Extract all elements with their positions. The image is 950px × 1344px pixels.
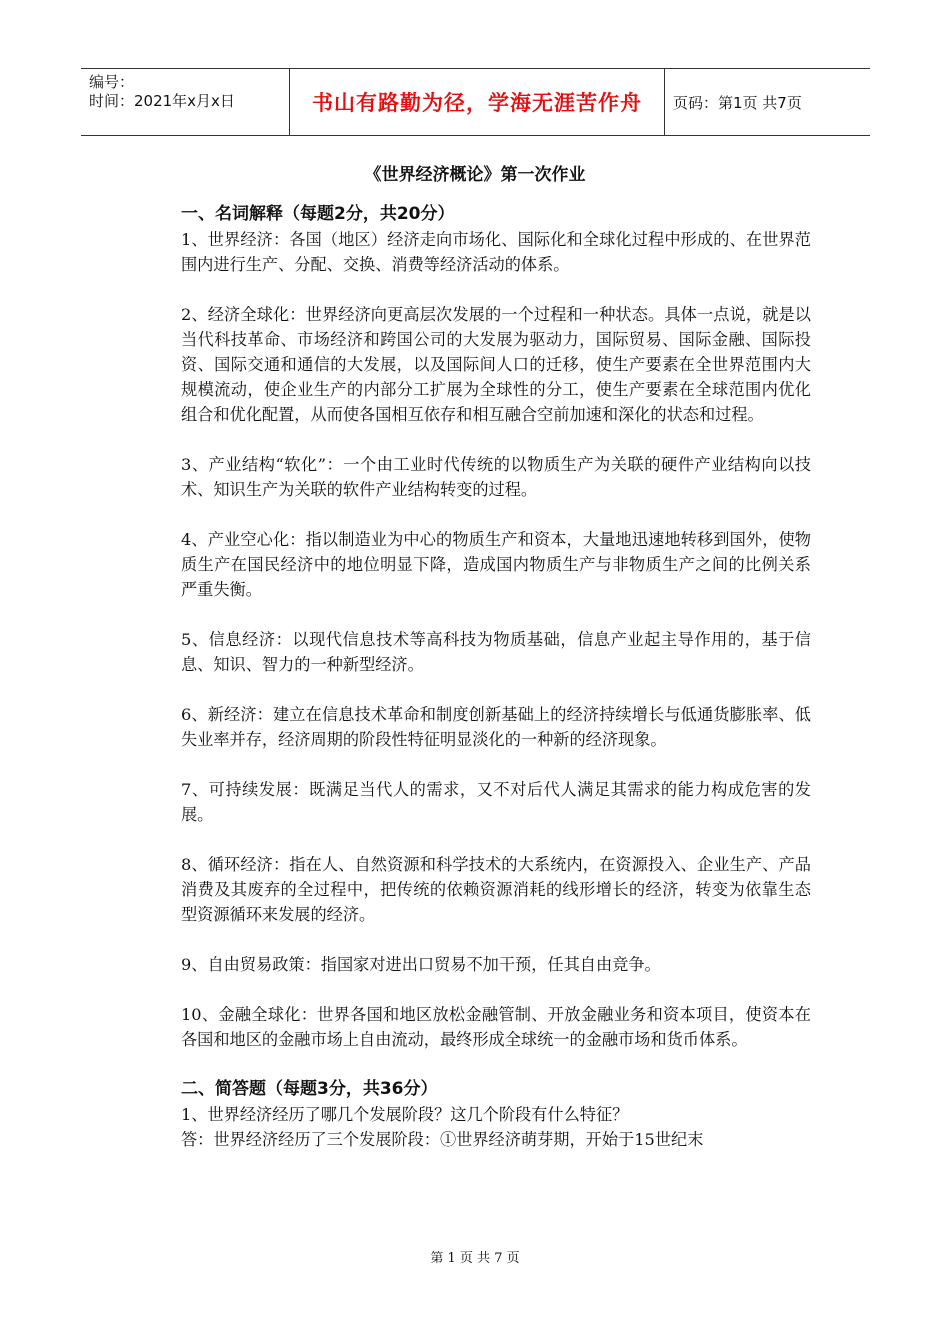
definition-item: 8、循环经济：指在人、自然资源和科学技术的大系统内，在资源投入、企业生产、产品消费及其废弃的全过程中，把传统的依赖资源消耗的线形增长的经济，转变为依靠生态型资源循环来发展的经济。: [181, 855, 811, 924]
definition-item: 10、金融全球化：世界各国和地区放松金融管制、开放金融业务和资本项目，使资本在各国和地区的金融市场上自由流动，最终形成全球统一的金融市场和货币体系。: [181, 1005, 811, 1049]
header-motto-cell: [290, 69, 665, 136]
header-meta-cell: [81, 69, 290, 136]
answer-text: 答：世界经济经历了三个发展阶段：①世界经济萌芽期，开始于15世纪末: [181, 1130, 704, 1149]
definition-item: 6、新经济：建立在信息技术革命和制度创新基础上的经济持续增长与低通货膨胀率、低失业率并存，经济周期的阶段性特征明显淡化的一种新的经济现象。: [181, 705, 811, 749]
definition-item: 3、产业结构“软化”：一个由工业时代传统的以物质生产为关联的硬件产业结构向以技术、知识生产为关联的软件产业结构转变的过程。: [181, 455, 811, 499]
section-heading-short-answer: 二、简答题（每题3分，共36分）: [181, 1079, 438, 1099]
page-footer: 第 1 页 共 7 页: [430, 1251, 520, 1266]
definition-item: 5、信息经济：以现代信息技术等高科技为物质基础，信息产业起主导作用的，基于信息、知识、智力的一种新型经济。: [181, 630, 811, 674]
question-text: 1、世界经济经历了哪几个发展阶段？这几个阶段有什么特征？: [181, 1105, 629, 1124]
document-body: [181, 202, 811, 1152]
number-label: 编号：: [89, 73, 135, 91]
motto-text: 书山有路勤为径，学海无涯苦作舟: [312, 91, 642, 115]
document-header: [81, 68, 870, 136]
definition-item: 7、可持续发展：既满足当代人的需求，又不对后代人满足其需求的能力构成危害的发展。: [181, 780, 811, 824]
definition-item: 2、经济全球化：世界经济向更高层次发展的一个过程和一种状态。具体一点说，就是以当代科技革命、市场经济和跨国公司的大发展为驱动力，国际贸易、国际金融、国际投资、国际交通和通信的大发展，以及国际间人口的迁移，使生产要素在全世界范围内大规模流动，使企业生产的内部分工扩展为全球性的分工，使生产要素在全球范围内优化组合和优化配置，从而使各国相互依存和相互融合空前加速和深化的状态和过程。: [181, 305, 811, 424]
header-page-cell: [665, 69, 871, 136]
section-heading-definitions: 一、名词解释（每题2分，共20分）: [181, 204, 455, 224]
definition-item: 4、产业空心化：指以制造业为中心的物质生产和资本，大量地迅速地转移到国外，使物质生产在国民经济中的地位明显下降，造成国内物质生产与非物质生产之间的比例关系严重失衡。: [181, 530, 811, 599]
definition-item: 1、世界经济：各国（地区）经济走向市场化、国际化和全球化过程中形成的、在世界范围内进行生产、分配、交换、消费等经济活动的体系。: [181, 230, 811, 274]
definition-item: 9、自由贸易政策：指国家对进出口贸易不加干预，任其自由竞争。: [181, 955, 661, 974]
page-info: 页码：第1页 共7页: [673, 93, 802, 112]
document-title: 《世界经济概论》第一次作业: [364, 165, 586, 185]
date-label: 时间：2021年x月x日: [89, 92, 235, 110]
